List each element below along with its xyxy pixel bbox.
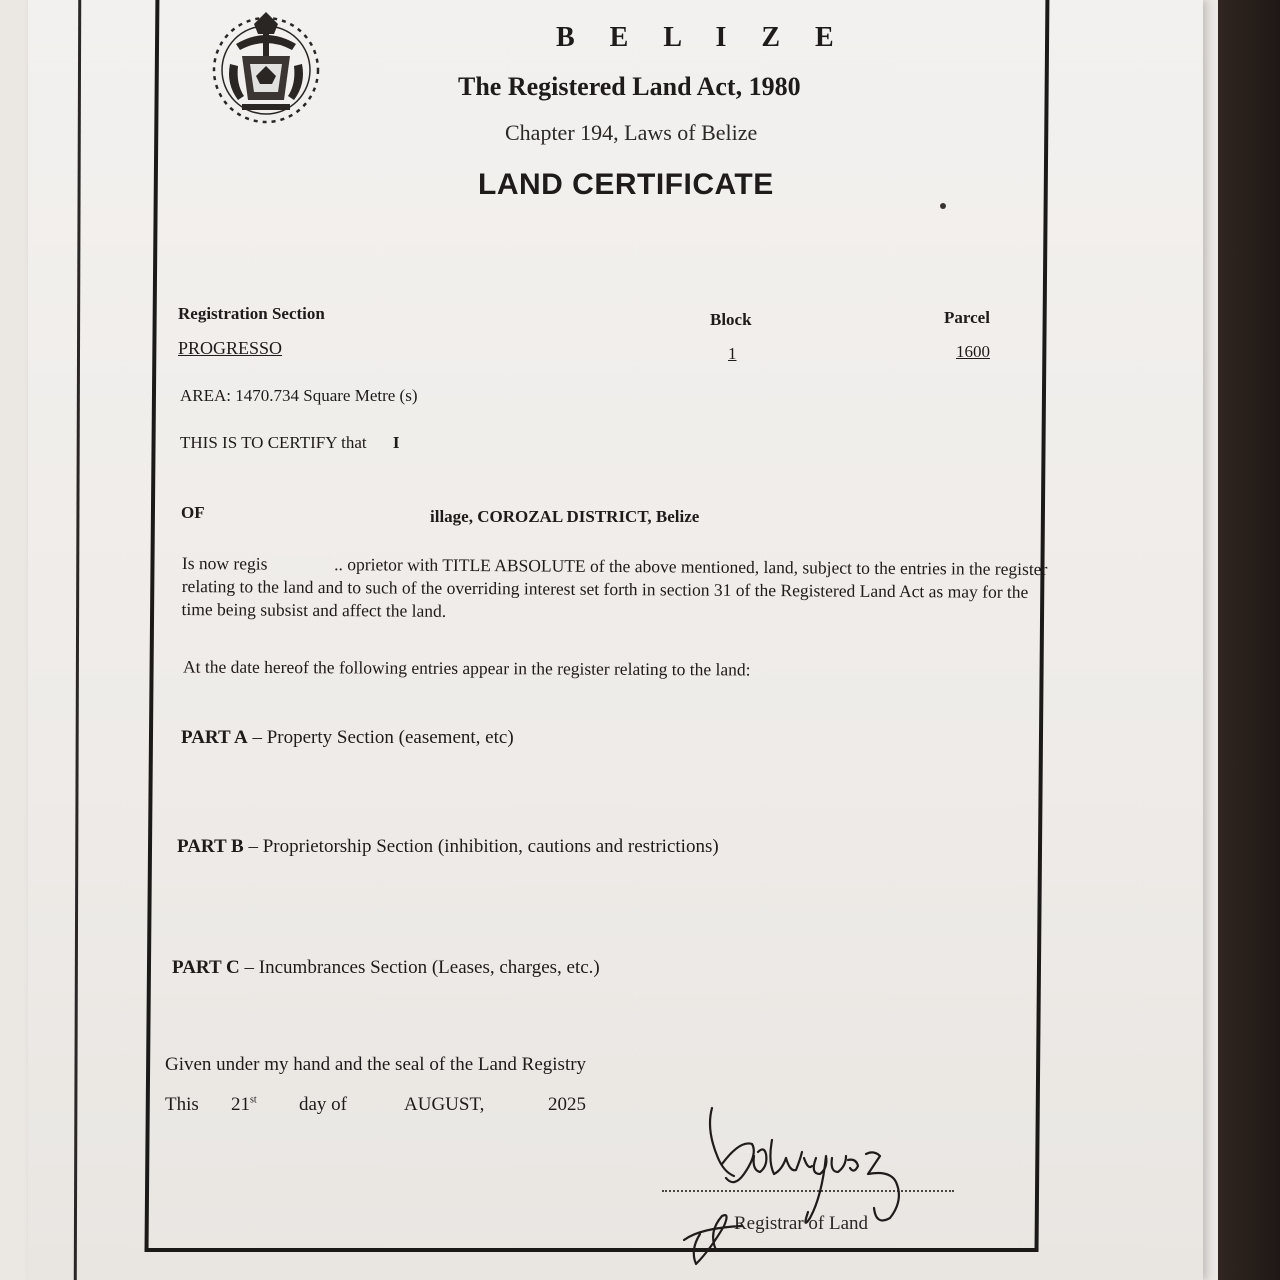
body-start: Is now regis	[181, 553, 268, 574]
parcel-label: Parcel	[944, 308, 990, 327]
parcel-value: 1600	[956, 342, 990, 361]
body-text: .. oprietor with TITLE ABSOLUTE of the above mentioned, land, subject to the entries in the register relating to the land and to such of the overriding interest set forth in section 31 of the Registered Land Act as may for the time being subsist and affect the land.	[181, 554, 1048, 621]
day-number: 21	[231, 1094, 250, 1115]
part-c	[172, 957, 600, 979]
area-label: AREA:	[180, 386, 231, 405]
document-title: LAND CERTIFICATE	[478, 168, 774, 201]
registration-section-value: PROGRESSO	[178, 338, 283, 358]
certify-line	[180, 433, 400, 453]
block-value: 1	[728, 344, 737, 363]
part-a	[181, 727, 514, 749]
part-b-desc: – Proprietorship Section (inhibition, cautions and restrictions)	[248, 836, 719, 857]
of-label: OF	[181, 503, 205, 522]
block-label: Block	[710, 310, 752, 329]
area-value: 1470.734 Square Metre (s)	[235, 386, 418, 405]
certify-name: I	[392, 433, 400, 452]
date-this: This	[165, 1094, 199, 1115]
entries-intro: At the date hereof the following entries appear in the register relating to the land:	[182, 656, 751, 680]
part-b	[177, 836, 719, 858]
date-month: AUGUST,	[404, 1094, 485, 1115]
part-a-key: PART A	[181, 727, 248, 748]
day-suffix: st	[250, 1094, 257, 1106]
ink-dot	[940, 203, 946, 209]
part-a-desc: – Property Section (easement, etc)	[252, 727, 514, 748]
registration-section-label: Registration Section	[178, 304, 325, 323]
signature-icon	[660, 1100, 960, 1280]
part-b-key: PART B	[177, 836, 244, 857]
registrar-label: Registrar of Land	[734, 1213, 869, 1234]
area-line	[180, 386, 418, 406]
certify-text: THIS IS TO CERTIFY that	[180, 433, 367, 452]
certificate-body	[182, 552, 1062, 627]
date-day	[231, 1094, 257, 1116]
part-c-desc: – Incumbrances Section (Leases, charges, etc.)	[244, 957, 600, 978]
date-day-of: day of	[299, 1094, 348, 1115]
redacted-area	[272, 557, 330, 575]
date-year: 2025	[548, 1094, 586, 1115]
country-heading: B E L I Z E	[556, 22, 848, 53]
given-under-hand: Given under my hand and the seal of the Land Registry	[165, 1054, 587, 1075]
part-c-key: PART C	[172, 957, 240, 978]
belize-seal-icon	[196, 4, 336, 134]
chapter-reference: Chapter 194, Laws of Belize	[505, 120, 758, 145]
act-title: The Registered Land Act, 1980	[458, 72, 801, 101]
of-value: illage, COROZAL DISTRICT, Belize	[430, 507, 700, 526]
